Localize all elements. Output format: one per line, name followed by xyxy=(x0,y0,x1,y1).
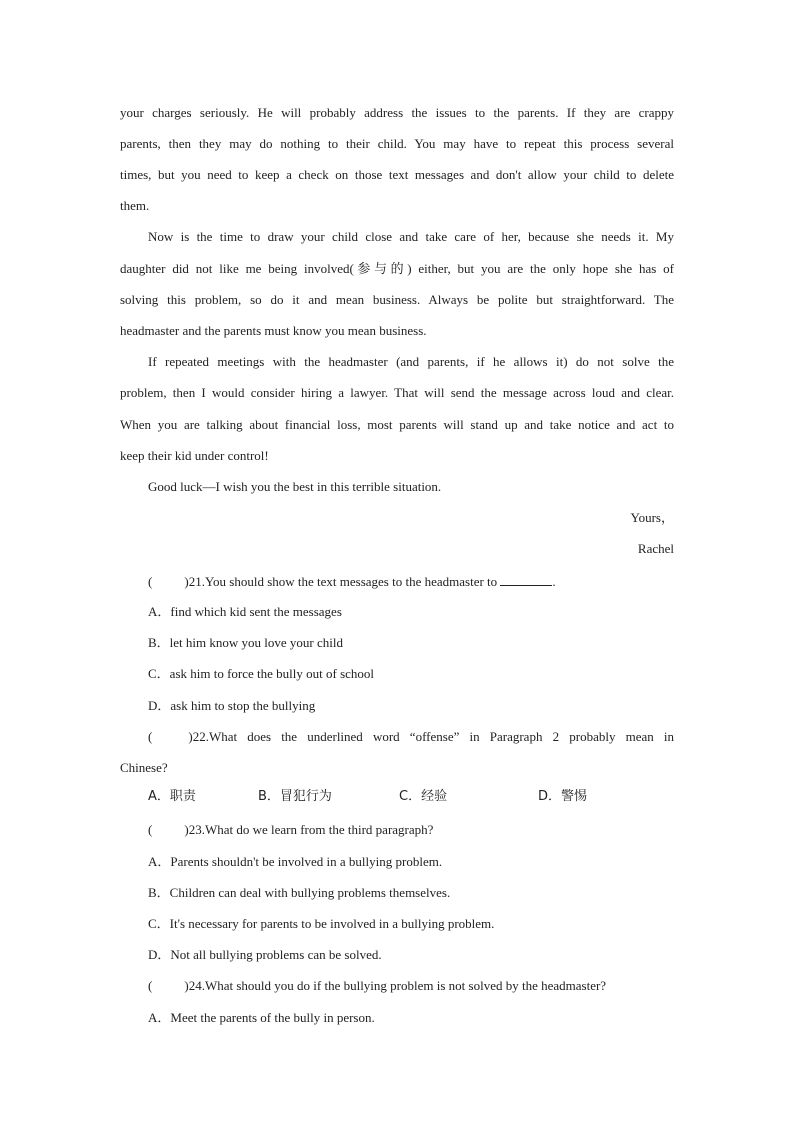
option-c: C．It's necessary for parents to be involved in a bullying problem. xyxy=(148,916,495,931)
paragraph-1-line: parents, then they may do nothing to their child. You may have to repeat this process several xyxy=(120,136,674,151)
option-a: A．Meet the parents of the bully in person. xyxy=(148,1010,375,1025)
option-a: A．Parents shouldn't be involved in a bullying problem. xyxy=(148,854,443,869)
paragraph-1-line: times, but you need to keep a check on those text messages and don't allow your child to delete xyxy=(120,167,674,182)
fill-in-blank xyxy=(500,571,552,586)
question-22-text-cont: Chinese? xyxy=(120,760,168,775)
paragraph-2-line: solving this problem, so do it and mean business. Always be polite but straightforward. The xyxy=(120,292,674,307)
option-b: B．Children can deal with bullying problems themselves. xyxy=(148,885,451,900)
paragraph-2-line: daughter did not like me being involved(参与的) either, but you are the only hope she has of xyxy=(120,261,674,276)
paragraph-2-line: Now is the time to draw your child close and take care of her, because she needs it. My xyxy=(148,229,674,244)
question-21 xyxy=(148,571,674,591)
answer-paren-open: ( xyxy=(148,978,153,993)
paragraph-1-line: them. xyxy=(120,198,150,213)
answer-paren-close: ) xyxy=(188,729,193,744)
option-b: B．let him know you love your child xyxy=(148,635,343,650)
answer-paren-close: ) xyxy=(184,574,189,589)
option-a: A．find which kid sent the messages xyxy=(148,604,342,619)
paragraph-2-line: headmaster and the parents must know you mean business. xyxy=(120,323,427,338)
option-c: C．ask him to force the bully out of school xyxy=(148,666,375,681)
question-21-end: . xyxy=(552,574,556,589)
option-d: D．警惕 xyxy=(538,789,588,804)
paragraph-4: Good luck—I wish you the best in this terrible situation. xyxy=(148,479,442,494)
paragraph-3-line: If repeated meetings with the headmaster (and parents, if he allows it) do not solve the xyxy=(148,354,674,369)
question-23 xyxy=(148,820,674,840)
option-c: C．经验 xyxy=(399,789,448,804)
question-22-text: 22.What does the underlined word “offense” in Paragraph 2 probably mean in xyxy=(192,729,674,744)
question-21-text: 21.You should show the text messages to the headmaster to xyxy=(188,574,498,589)
option-d: D．Not all bullying problems can be solved. xyxy=(148,947,382,962)
question-22 xyxy=(148,727,674,747)
answer-paren-close: ) xyxy=(184,978,189,993)
letter-signature: Rachel xyxy=(637,541,674,556)
question-24 xyxy=(148,976,674,996)
paragraph-3-line: problem, then I would consider hiring a lawyer. That will send the message across loud and clear. xyxy=(120,385,674,400)
paragraph-3-line: keep their kid under control! xyxy=(120,448,269,463)
answer-paren-open: ( xyxy=(148,729,153,744)
answer-paren-close: ) xyxy=(184,822,189,837)
answer-paren-open: ( xyxy=(148,822,153,837)
option-b: B．冒犯行为 xyxy=(258,789,332,804)
option-d: D．ask him to stop the bullying xyxy=(148,698,316,713)
question-24-text: 24.What should you do if the bullying problem is not solved by the headmaster? xyxy=(188,978,607,993)
answer-paren-open: ( xyxy=(148,574,153,589)
paragraph-3-line: When you are talking about financial loss, most parents will stand up and take notice and act to xyxy=(120,417,674,432)
option-a: A．职责 xyxy=(148,789,196,804)
paragraph-1-line: your charges seriously. He will probably address the issues to the parents. If they are crappy xyxy=(120,105,674,120)
question-23-text: 23.What do we learn from the third paragraph? xyxy=(188,822,434,837)
letter-closing: Yours， xyxy=(630,510,674,525)
